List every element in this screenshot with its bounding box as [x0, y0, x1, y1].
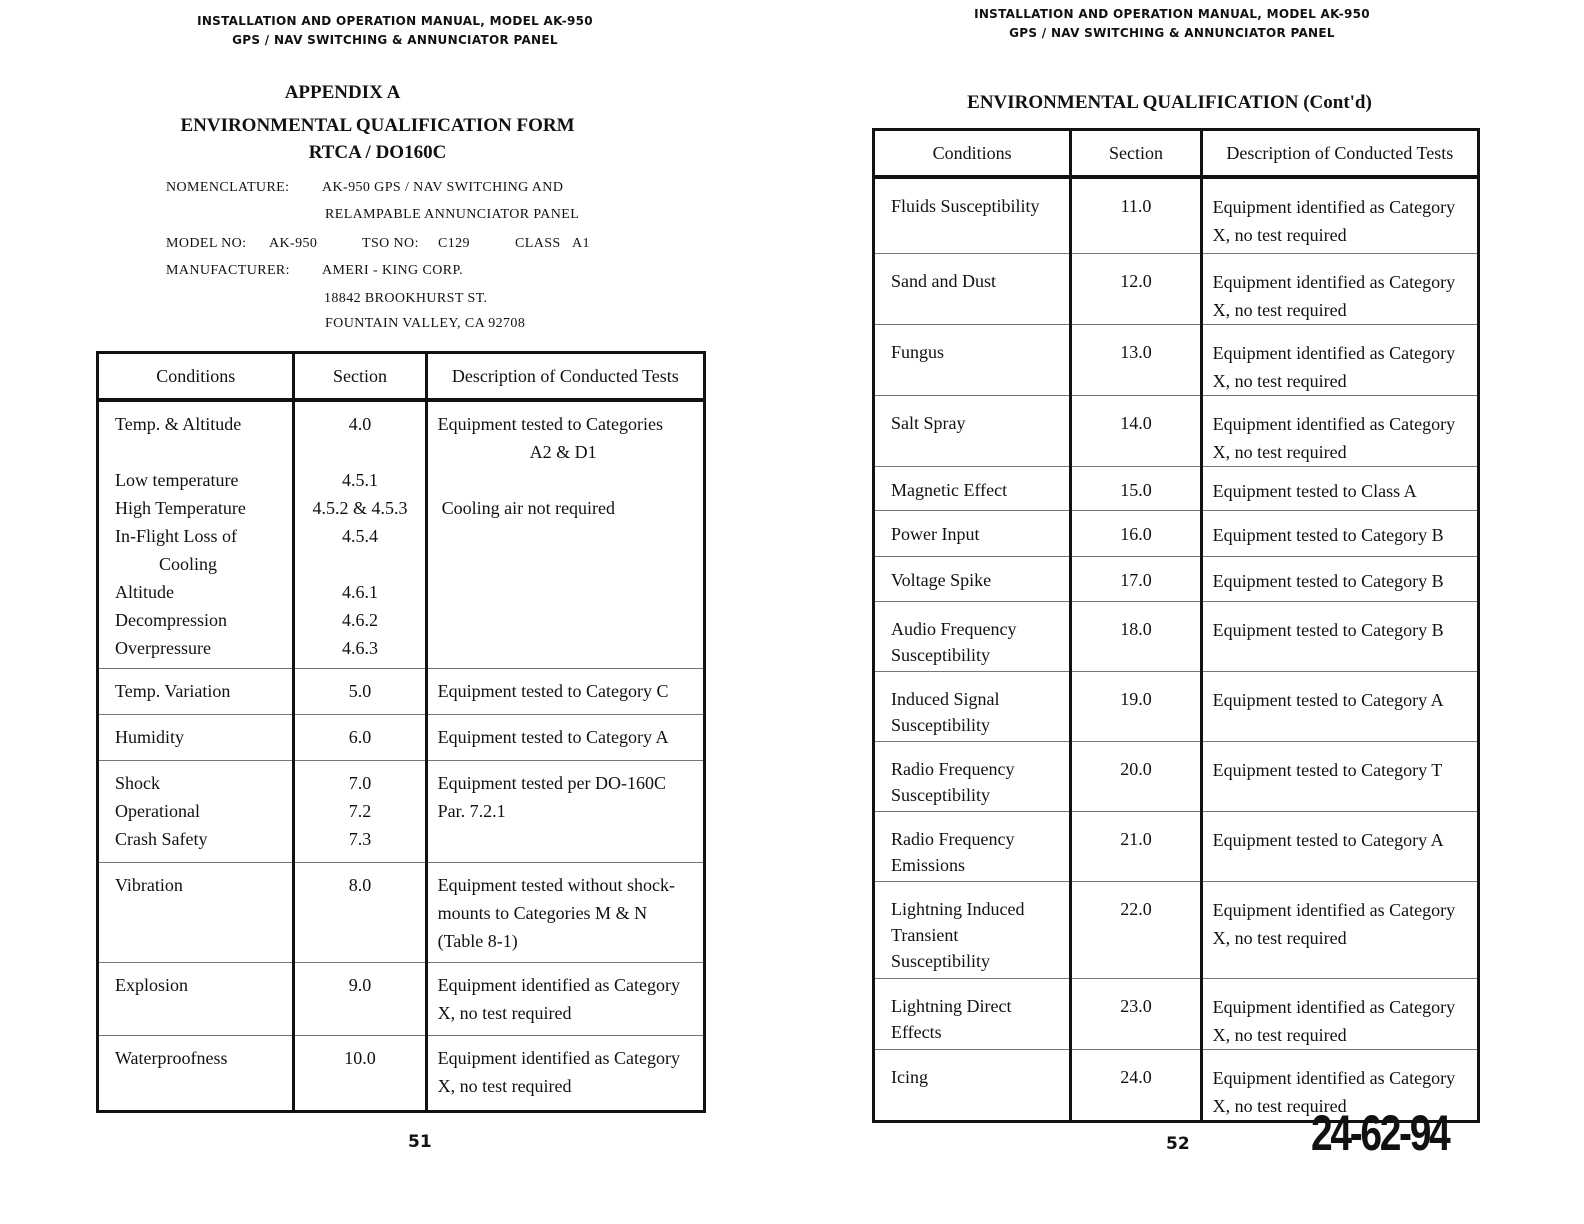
table-row [874, 324, 1479, 395]
description-cell: Equipment tested to Class A [1212, 480, 1417, 501]
condition-cell: Voltage Spike [891, 569, 992, 590]
page-title: ENVIRONMENTAL QUALIFICATION (Cont'd) [967, 92, 1372, 113]
sub-section: 4.6.3 [342, 638, 378, 658]
document-number: 24-62-94 [1311, 1105, 1449, 1161]
sub-condition: Cooling [159, 554, 218, 574]
section-cell: 12.0 [1120, 270, 1152, 291]
column-header-section: Section [1071, 130, 1201, 178]
sub-section: 4.6.1 [342, 582, 378, 602]
column-header-conditions: Conditions [874, 130, 1071, 178]
section-cell: 24.0 [1120, 1066, 1152, 1087]
sub-condition: Altitude [115, 582, 174, 602]
table-row [874, 556, 1479, 601]
description-cell: Equipment identified as Category X, no test required [1212, 899, 1456, 948]
sub-condition: Decompression [115, 610, 227, 630]
manufacturer-value-2: 18842 BROOKHURST ST. [324, 291, 488, 306]
sub-condition: In-Flight Loss of [115, 526, 238, 546]
table-row [874, 671, 1479, 741]
section-cell: 18.0 [1120, 618, 1152, 639]
section-cell: 15.0 [1120, 479, 1152, 500]
condition-cell: Fungus [891, 341, 945, 362]
table-row [874, 881, 1479, 978]
tso-label: TSO NO: [362, 236, 419, 251]
sub-section [295, 550, 424, 578]
column-header-section: Section [294, 353, 426, 401]
section-cell: 20.0 [1120, 758, 1152, 779]
nomenclature-value-2: RELAMPABLE ANNUNCIATOR PANEL [325, 207, 580, 222]
sub-section: 4.5.2 & 4.5.3 [312, 498, 408, 518]
table-row [874, 978, 1479, 1049]
class-value: A1 [572, 236, 590, 251]
condition-cell: Humidity [115, 726, 185, 747]
sub-condition: Overpressure [115, 638, 211, 658]
header-line-1: INSTALLATION AND OPERATION MANUAL, MODEL AK-950 [974, 7, 1370, 21]
table-row [98, 962, 705, 1035]
header-line-2: GPS / NAV SWITCHING & ANNUNCIATOR PANEL [1009, 26, 1335, 40]
table-row [874, 811, 1479, 881]
section-cell: 14.0 [1120, 412, 1152, 433]
condition-cell: Temp. Variation [115, 680, 231, 701]
description-cell: Equipment identified as Category X, no test required [437, 974, 681, 1023]
section-cell: 13.0 [1120, 341, 1152, 362]
section-cell: 6.0 [348, 726, 372, 747]
description-cell: Equipment tested to Category B [1212, 524, 1444, 545]
table-row [874, 601, 1479, 671]
standard-title: RTCA / DO160C [308, 142, 447, 163]
section-cell: 10.0 [344, 1047, 376, 1068]
condition-cell: Lightning Direct Effects [891, 995, 1012, 1042]
manufacturer-value-3: FOUNTAIN VALLEY, CA 92708 [325, 316, 526, 331]
description-cell: Equipment tested to Category C [437, 680, 669, 701]
sub-condition: High Temperature [115, 498, 246, 518]
section-cell: 16.0 [1120, 523, 1152, 544]
section-cell: 4.0 [348, 414, 372, 434]
sub-condition: Crash Safety [115, 828, 208, 849]
section-cell: 22.0 [1120, 898, 1152, 919]
description-cell: A2 & D1 [529, 442, 597, 462]
table-row [98, 760, 705, 862]
nomenclature-label: NOMENCLATURE: [166, 180, 290, 195]
condition-cell: Lightning Induced Transient Susceptibility [891, 898, 1025, 971]
condition-cell: Audio Frequency Susceptibility [891, 618, 1017, 665]
table-row [98, 1035, 705, 1111]
section-cell: 8.0 [348, 874, 372, 895]
nomenclature-value-1: AK-950 GPS / NAV SWITCHING AND [322, 180, 564, 195]
table-row [98, 862, 705, 962]
table-header-row [874, 130, 1479, 178]
page-52 [792, 0, 1584, 1224]
description-cell: Equipment tested to Category T [1212, 759, 1443, 780]
description-cell: Equipment identified as Category X, no test required [1212, 996, 1456, 1045]
manufacturer-value-1: AMERI - KING CORP. [322, 263, 463, 278]
section-cell: 5.0 [348, 680, 372, 701]
sub-section: 7.3 [348, 828, 372, 849]
header-line-2: GPS / NAV SWITCHING & ANNUNCIATOR PANEL [232, 33, 558, 47]
condition-cell: Power Input [891, 523, 980, 544]
condition-cell: Waterproofness [115, 1047, 228, 1068]
condition-cell: Magnetic Effect [891, 479, 1008, 500]
section-cell: 7.0 [348, 772, 372, 793]
condition-cell: Explosion [115, 974, 189, 995]
description-cell: Equipment tested to Categories [437, 414, 664, 434]
form-title: ENVIRONMENTAL QUALIFICATION FORM [180, 115, 575, 136]
section-cell: 9.0 [348, 974, 372, 995]
condition-cell: Salt Spray [891, 412, 966, 433]
sub-section: 7.2 [348, 800, 372, 821]
description-cell: Equipment tested to Category A [1212, 829, 1444, 850]
page-number: 52 [1166, 1134, 1190, 1154]
condition-cell: Icing [891, 1066, 928, 1087]
table-row [874, 395, 1479, 466]
table-row [98, 714, 705, 760]
appendix-title: APPENDIX A [284, 82, 401, 103]
class-label: CLASS [515, 236, 561, 251]
column-header-description: Description of Conducted Tests [1201, 130, 1478, 178]
condition-cell: Induced Signal Susceptibility [891, 688, 1000, 735]
model-value: AK-950 [269, 236, 318, 251]
sub-section: 4.6.2 [342, 610, 378, 630]
table-row [98, 668, 705, 714]
condition-cell: Temp. & Altitude [115, 414, 242, 434]
sub-section: 4.5.4 [342, 526, 378, 546]
condition-cell: Vibration [115, 874, 183, 895]
sub-description: Par. 7.2.1 [437, 800, 506, 821]
column-header-conditions: Conditions [98, 353, 294, 401]
description-cell: Equipment identified as Category X, no test required [1212, 342, 1456, 391]
section-cell: 17.0 [1120, 569, 1152, 590]
description-cell: Equipment tested to Category A [437, 726, 669, 747]
condition-cell: Radio Frequency Emissions [891, 828, 1015, 875]
condition-cell: Sand and Dust [891, 270, 996, 291]
table-row [874, 177, 1479, 253]
condition-cell: Shock [115, 772, 160, 793]
description-cell: Equipment tested without shock-mounts to Categories M & N (Table 8-1) [437, 874, 676, 951]
sub-condition: Operational [115, 800, 200, 821]
column-header-description: Description of Conducted Tests [426, 353, 704, 401]
condition-cell: Fluids Susceptibility [891, 196, 1040, 216]
table-row [874, 510, 1479, 556]
running-header [190, 12, 600, 50]
qualification-table-right [872, 128, 1480, 1123]
sub-condition: Low temperature [115, 470, 239, 490]
description-cell: Equipment identified as Category X, no test required [1212, 271, 1456, 320]
table-row [874, 253, 1479, 324]
description-cell: Equipment tested to Category B [1212, 570, 1444, 591]
table-row [874, 466, 1479, 510]
description-cell: Equipment tested per DO-160C [437, 772, 667, 793]
description-cell: Equipment identified as Category X, no test required [1212, 413, 1456, 462]
model-label: MODEL NO: [166, 236, 247, 251]
page-number: 51 [408, 1132, 432, 1152]
condition-cell: Radio Frequency Susceptibility [891, 758, 1015, 805]
manufacturer-label: MANUFACTURER: [166, 263, 290, 278]
running-header [967, 5, 1377, 43]
qualification-table-left [96, 351, 706, 1113]
tso-value: C129 [438, 236, 470, 251]
description-cell: Equipment identified as Category X, no test required [1212, 197, 1456, 245]
description-cell: Equipment tested to Category B [1212, 619, 1444, 640]
section-cell: 19.0 [1120, 688, 1152, 709]
description-cell: Equipment identified as Category X, no test required [1212, 1067, 1456, 1116]
table-header-row [98, 353, 705, 401]
section-cell: 23.0 [1120, 995, 1152, 1016]
section-cell: 21.0 [1120, 828, 1152, 849]
section-cell: 11.0 [1120, 196, 1152, 216]
description-cell: Equipment tested to Category A [1212, 689, 1444, 710]
table-row [874, 741, 1479, 811]
header-line-1: INSTALLATION AND OPERATION MANUAL, MODEL AK-950 [197, 14, 593, 28]
table-row [98, 400, 705, 668]
sub-section: 4.5.1 [342, 470, 378, 490]
sub-description: Cooling air not required [441, 498, 616, 518]
description-cell: Equipment identified as Category X, no test required [437, 1047, 681, 1096]
